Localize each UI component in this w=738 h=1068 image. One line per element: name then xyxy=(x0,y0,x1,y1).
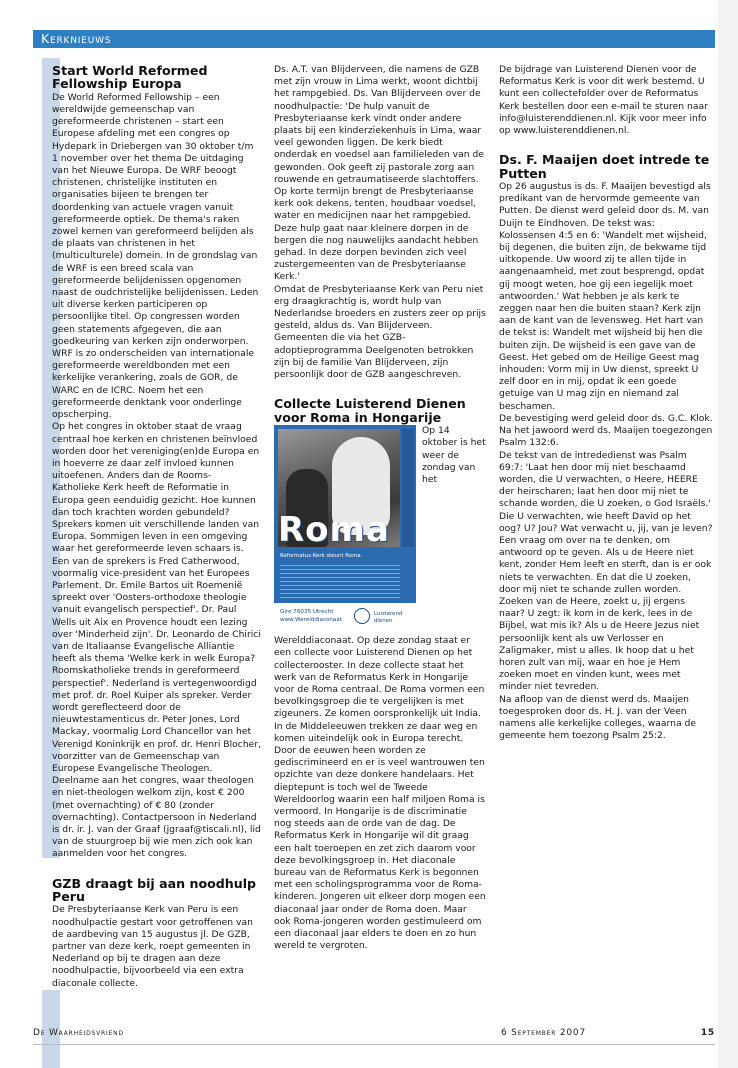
poster-small-text xyxy=(280,565,400,599)
roma-poster-image xyxy=(274,425,416,631)
article-body-roma-1: Op 14 oktober is het weer de zondag van het Werelddiaconaat. Op deze zondag staat er een collecte voor Luisterend Dienen op het collecterooster. In deze collecte staat het werk van de Reformatus Kerk in Hongarije voor de Roma centraal. De Roma vormen een bevolkingsgroep die te vergelijken is met zigeuners. Ze komen oorspronkelijk uit India. In de Middeleeuwen trekken ze daar weg en komen uiteindelijk ook in Europa terecht. Door de eeuwen heen worden ze gediscrimineerd en er is veel wantrouwen ten opzichte van deze donkere handelaars. Het dieptepunt is toch wel de Tweede Wereldoorlog waarin een half miljoen Roma is vermoord. In Hongarije is de discriminatie nog steeds aan de orde van de dag. De Reformatus Kerk in Hongarije wil dit graag een halt toeroepen en zet zich daarom voor deze bevolkingsgroep in. Het diaconale bureau van de Reformatus Kerk is begonnen met een scholingsprogramma voor de Roma-kinderen. Jongeren uit elkeer dorp mogen een diaconaal jaar onder de Roma doen. Maar ook Roma-jongeren worden gestimuleerd om een diaconaal jaar elders te doen en zo hun wereld te vergroten. xyxy=(274,425,486,952)
footer-page-number: 15 xyxy=(700,1028,715,1038)
poster-side-strip xyxy=(402,429,414,547)
article-title-maaijen: Ds. F. Maaijen doet intrede te Putten xyxy=(499,152,710,181)
luisterend-dienen-logo-icon xyxy=(354,608,370,624)
column-1 xyxy=(52,64,261,990)
poster-site: www.Werelddiaconaat xyxy=(280,616,342,623)
article-title-gzb: GZB draagt bij aan noodhulp Peru xyxy=(52,875,257,905)
article-body-wrf-1: De World Reformed Fellowship – een wereldwijde gemeenschap van gereformeerde christenen – start een Europese afdeling met een congres op Hydepark in Driebergen van 30 oktober t/m 1 november over het thema De uitdaging van het Nieuwe Europa. De WRF beoogt christenen, christelijke instituten en organisaties bijeen te brengen ter doordenking van actuele vragen vanuit gereformeerde optiek. De thema's raken zowel kernen van gereformeerd belijden als de plaats van christenen in het (multiculturele) domein. In de grondslag van de WRF is een breed scala van gereformeerde belijdenissen opgenomen naast de oudchristelijke belijdenissen. Leden uit diverse kerken participeren op persoonlijke titel. Op congressen worden geen statements afgegeven, die aan goedkeuring van kerken zijn onderworpen. WRF is zo onderscheiden van internationale gereformeerde wereldbonden met een kerkelijke verankering, zoals de GOR, de WARC en de ICRC. Noem het een gereformeerde denktank voor onderlinge opscherping. xyxy=(52,91,259,421)
poster-subtitle: Reformatus Kerk steunt Roma xyxy=(280,553,361,560)
article-body-maaijen-1: Op 26 augustus is ds. F. Maaijen bevestigd als predikant van de hervormde gemeente van Putten. De dienst werd geleid door ds. M. van Duijn te Eindhoven. De tekst was: Kolossensen 4:5 en 6: 'Wandelt met wijsheid, bij degenen, die buiten zijn, de bekwame tijd uitkopende. Uw woord zij te allen tijde in aangenaamheid, met zout besprengd, opdat gij moogt weten, hoe gij een iegelijk moet antwoorden.' Wat hebben je als kerk te zeggen naar hen die buiten staan? Kerk zijn aan de kant van de levensweg. Het hart van de tekst is: Wandelt met wijsheid bij hen die buiten zijn. De wijsheid is een gave van de Geest. Het gebed om de Heilige Geest mag inhouden: Vorm mij in Uw dienst, spreekt U zelf door en in mij, opdat ik een goede getuige van U mag zijn en niemand zal beschamen. xyxy=(499,181,711,412)
article-body-gzb-4: Omdat de Presbyteriaanse Kerk van Peru niet erg draagkrachtig is, wordt hulp van Nederlandse broeders en zusters zeer op prijs gesteld, aldus ds. Van Blijderveen. Gemeenten die via het GZB-adoptieprogramma Deelgenoten betrokken zijn bij de familie Van Blijderveen, zijn persoonlijk door de GZB aangeschreven. xyxy=(274,283,486,381)
poster-giro-number: Giro 76035 Utrecht xyxy=(280,609,334,616)
page-footer xyxy=(33,1028,715,1042)
article-body-gzb-3: Op korte termijn brengt de Presbyteriaanse kerk ook dekens, tenten, houdbaar voedsel, water en medicijnen naar het rampgebied. Deze hulp gaat naar kleinere dorpen in de bergen die nog nauwelijks aandacht hebben gehad. In deze dorpen bevinden zich veel zustergemeenten van de Presbyteriaanse Kerk.' xyxy=(274,186,479,283)
poster-footer xyxy=(274,603,416,631)
section-title: Kerknieuws xyxy=(41,31,112,46)
article-title-wrf: Start World Reformed Fellowship Europa xyxy=(52,63,208,92)
article-body-maaijen-2: De bevestiging werd geleid door ds. G.C. Klok. Na het jawoord werd ds. Maaijen toegezongen Psalm 132:6. xyxy=(499,412,713,449)
article-body-wrf-3: Deelname aan het congres, waar theologen en niet-theologen welkom zijn, kost € 200 (met overnachting) of € 80 (zonder overnachting). Contactpersoon in Nederland is dr. ir. J. van der Graaf (jgraaf@tiscali.nl), lid van de stuurgroep bij wie men zich ook kan aanmelden voor het congres. xyxy=(52,775,261,860)
footer-date: 6 September 2007 xyxy=(501,1028,586,1038)
section-header xyxy=(33,30,715,48)
footer-publication: De Waarheidsvriend xyxy=(33,1028,124,1038)
poster-giro xyxy=(280,609,342,624)
column-2 xyxy=(274,64,486,952)
page-edge xyxy=(718,0,738,1068)
article-body-gzb-2: Ds. A.T. van Blijderveen, die namens de GZB met zijn vrouw in Lima werkt, woont dichtbij het rampgebied. Ds. Van Blijderveen over de noodhulpactie: 'De hulp vanuit de Presbyteriaanse kerk vindt onder andere plaats bij een kinderziekenhuis in Lima, waar veel gewonden liggen. De kerk biedt onderdak en voedsel aan familieleden van de gewonden. Ook geeft zij pastorale zorg aan rouwende en getraumatiseerde slachtoffers. xyxy=(274,64,484,185)
poster-title: Roma xyxy=(278,510,390,551)
article-body-wrf-2: Op het congres in oktober staat de vraag centraal hoe kerken en christenen beïnvloed worden door het vereniging(en)de Europa en in hoeverre ze daar zelf invloed kunnen uitoefenen. Anders dan de Rooms- Katholieke Kerk heeft de Reformatie in Europa geen eenduidig gezicht. Hoe kunnen dan toch krachten worden gebundeld? Sprekers komen uit verschillende landen van Europa. Sommigen leven in een omgeving waar het gereformeerde leven schaars is. Een van de sprekers is Fred Catherwood, voormalig vice-president van het Europees Parlement. Dr. Emile Bartos uit Roemenië spreekt over 'Oosters-orthodoxe theologie vanuit evangelisch perspectief'. Dr. Paul Wells uit Aix en Provence houdt een lezing over 'Minderheid zijn'. Dr. Leonardo de Chirici van de Italiaanse Evangelische Alliantie heeft als thema 'Welke kerk in welk Europa? Roomskatholieke trends in gereformeerd perspectief'. Nederland is vertegenwoordigd met prof. dr. Roel Kuiper als spreker. Verder wordt gereflecteerd door de nieuwtestamenticus dr. Peter Jones, Lord Mackay, voormalig Lord Chancellor van het Verenigd Koninkrijk en prof. dr. Henri Blocher, voorzitter van de Gemeenschap van Europese Evangelische Theologen. xyxy=(52,421,262,774)
footer-rule xyxy=(33,1044,715,1045)
poster-logo-text: Luisterend dienen xyxy=(374,611,403,624)
article-title-roma: Collecte Luisterend Dienen voor Roma in Hongarije xyxy=(274,396,466,425)
article-body-roma-2: De bijdrage van Luisterend Dienen voor de Reformatus Kerk is voor dit werk bestemd. U kunt een collectefolder over de Reformatus Kerk bestellen door een e-mail te sturen naar info@luisterenddienen.nl. Kijk voor meer info op www.luisterenddienen.nl. xyxy=(499,64,708,137)
article-body-maaijen-4: Die U verwachten, wie heeft David op het oog? U? Jou? Wat verwacht u, jij, van je leven? Een vraag om over na te denken, om antwoord op te geven. Als u de Heere niet kent, zonder Hem leeft en sterft, dan is er ook niets te verwachten. En dat die U zoeken, door mij niet te schande zullen worden. Zoeken van de Heere, zoekt u, jij ergens naar? U zegt: ik kom in de kerk, lees in de Bijbel, wat mis ik? Als u de Heere Jezus niet persoonlijk kent als uw Verlosser en Zaligmaker, mist u alles. Ik hoop dat u het horen zult van mij, waar en hoe je Hem zoeken moet en vinden kunt, wees met minder niet tevreden. xyxy=(499,510,713,693)
article-body-maaijen-3: De tekst van de intrededienst was Psalm 69:7: 'Laat hen door mij niet beschaamd worden, die U verwachten, o Heere, HEERE der heirscharen; laat hen door mij niet te schande worden, die U zoeken, o God Israëls.' xyxy=(499,449,711,510)
article-body-maaijen-5: Na afloop van de dienst werd ds. Maaijen toegesproken door ds. H. J. van der Veen namens alle kerkelijke colleges, waarna de gemeente hem toezong Psalm 25:2. xyxy=(499,693,696,742)
column-3 xyxy=(499,64,713,742)
article-body-gzb-1: De Presbyteriaanse Kerk van Peru is een noodhulpactie gestart voor getroffenen van de aardbeving van 15 augustus jl. De GZB, partner van deze kerk, roept gemeenten in Nederland op bij te dragen aan deze noodhulpactie, bijvoorbeeld via een extra diaconale collecte. xyxy=(52,904,253,989)
